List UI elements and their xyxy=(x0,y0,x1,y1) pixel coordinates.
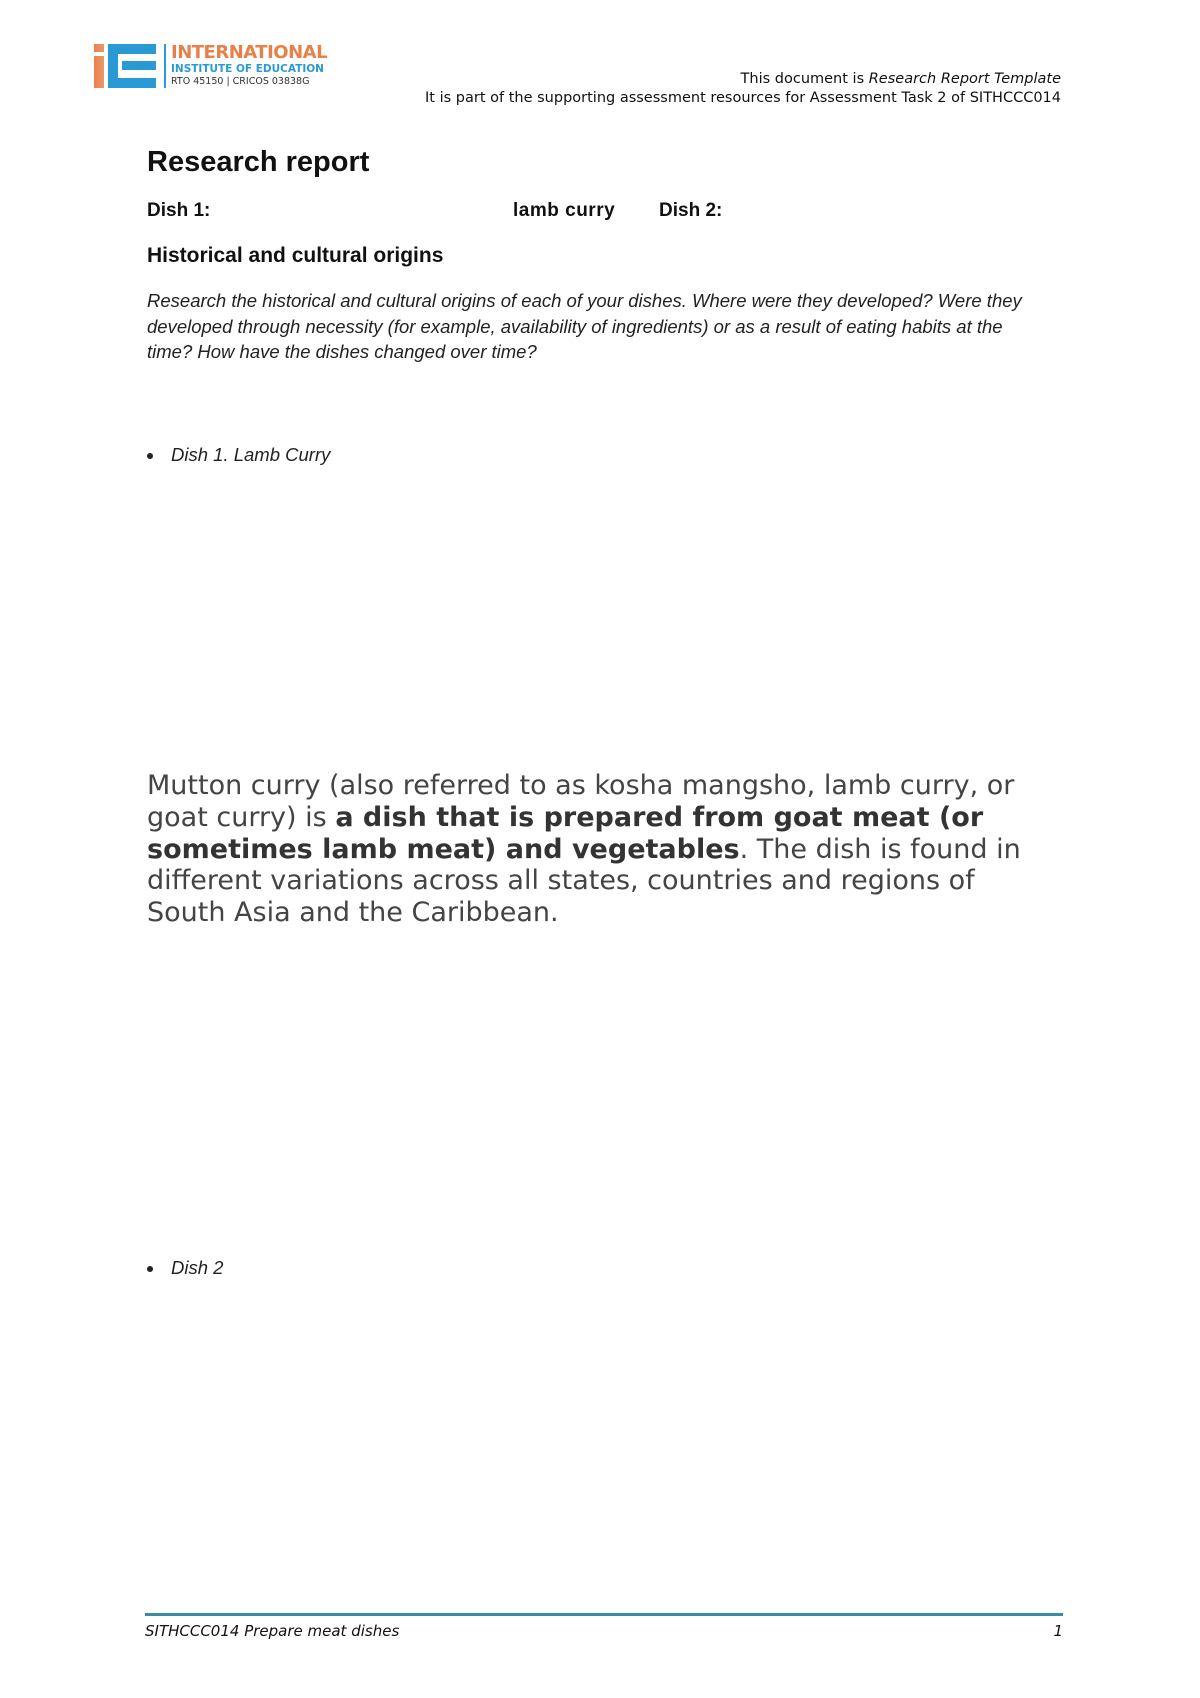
header-line-1 xyxy=(741,71,1061,87)
answer-paragraph[interactable] xyxy=(147,770,1057,929)
bullet-icon xyxy=(147,1266,153,1272)
answer-part1: Mutton curry (also referred to as kosha mangsho, lamb curry, or goat curry) is xyxy=(147,770,1015,833)
header-line-2: It is part of the supporting assessment resources for Assessment Task 2 of SITHCCC014 xyxy=(425,90,1061,106)
institute-logo xyxy=(92,42,332,92)
bullet-dish2-text: Dish 2 xyxy=(171,1257,224,1278)
dish2-label: Dish 2: xyxy=(659,200,723,221)
dish1-label: Dish 1: xyxy=(147,200,211,221)
bullet-dish2 xyxy=(147,1257,223,1279)
instructions-text: Research the historical and cultural origins of each of your dishes. Where were they developed? Were they developed through necessity (for example, availability of ingredients) or as a result of eating habits at the time? How have the dishes changed over time? xyxy=(147,290,1022,362)
dish1-value[interactable]: lamb curry xyxy=(513,200,616,221)
section-heading: Historical and cultural origins xyxy=(147,244,444,267)
answer-part2: . The dish is found in different variations across all states, countries and regions of South Asia and the Caribbean. xyxy=(147,833,1021,929)
logo-text-rto: RTO 45150 | CRICOS 03838G xyxy=(171,76,310,87)
bullet-dish1-text: Dish 1. Lamb Curry xyxy=(171,444,331,465)
logo-text-institute: INSTITUTE OF EDUCATION xyxy=(171,63,324,75)
bullet-icon xyxy=(147,453,153,459)
page-number: 1 xyxy=(1053,1622,1063,1640)
header-prefix: This document is xyxy=(740,71,869,87)
bullet-dish1 xyxy=(147,444,330,466)
footer-rule xyxy=(145,1613,1063,1616)
page-title: Research report xyxy=(147,146,370,178)
header-template-name: Research Report Template xyxy=(868,71,1061,87)
logo-mark-icon xyxy=(92,42,162,90)
answer-bold: a dish that is prepared from goat meat (or sometimes lamb meat) and vegetables xyxy=(147,801,984,865)
footer-text: SITHCCC014 Prepare meat dishes xyxy=(145,1622,400,1640)
logo-text-international: INTERNATIONAL xyxy=(171,42,328,63)
